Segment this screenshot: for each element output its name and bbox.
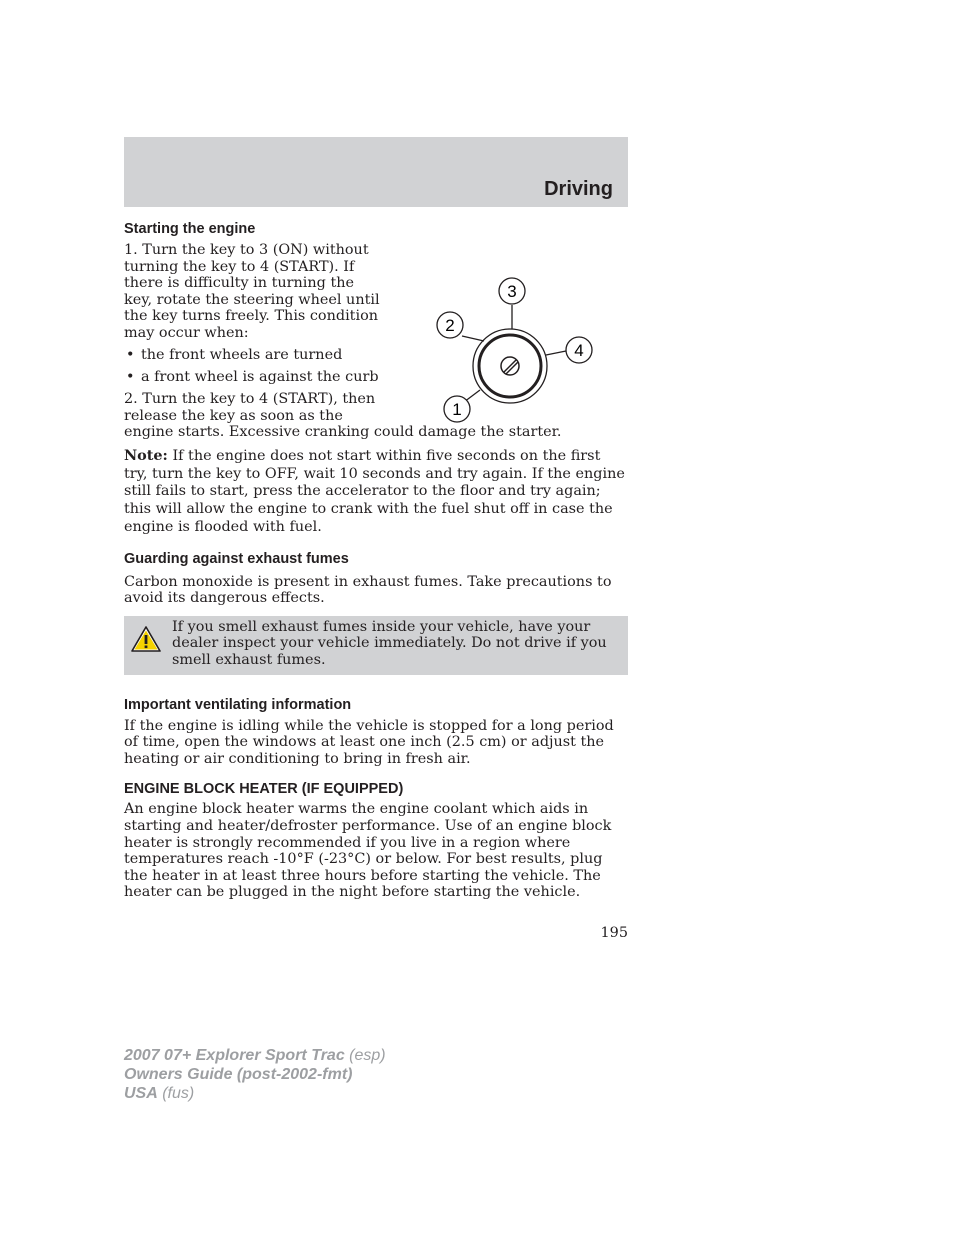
step-2-line1: 2. Turn the key to 4 (START), then release the key as soon as the [124, 390, 376, 424]
svg-text:3: 3 [507, 282, 517, 301]
warning-triangle-icon [130, 625, 162, 653]
list-item: • a front wheel is against the curb [126, 368, 379, 385]
footer-line-1: 2007 07+ Explorer Sport Trac (esp) [124, 1047, 386, 1064]
starting-left-column [124, 242, 386, 424]
note-text: If the engine does not start within five seconds on the first try, turn the key to OFF, wait 10 seconds and try again. If the engine still fails to start, press the accelerator to the floor and try again; this will allow the engine to crank with the fuel shut off in case the engine is flooded with fuel. [124, 447, 625, 535]
document-footer [124, 1046, 386, 1103]
page-number: 195 [600, 925, 628, 941]
heading-block-heater: ENGINE BLOCK HEATER (IF EQUIPPED) [124, 781, 404, 798]
position-4-label [566, 337, 592, 363]
svg-text:1: 1 [452, 400, 462, 419]
condition-list [124, 347, 386, 386]
note-paragraph [124, 447, 628, 537]
page-content [124, 219, 628, 901]
step-2-line2: engine starts. Excessive cranking could damage the starter. [124, 424, 562, 441]
bullet-icon: • [126, 368, 135, 385]
footer-line-2: Owners Guide (post-2002-fmt) [124, 1066, 353, 1083]
exhaust-text: Carbon monoxide is present in exhaust fumes. Take precautions to avoid its dangerous effects. [124, 573, 612, 607]
footer-line-3: USA (fus) [124, 1085, 195, 1102]
ignition-cylinder-icon [473, 329, 547, 403]
ignition-positions-diagram [424, 266, 604, 426]
position-3-label [499, 278, 525, 304]
ventilating-text: If the engine is idling while the vehicle is stopped for a long period of time, open the windows at least one inch (2.5 cm) or adjust the heating or air conditioning to bring in fresh air. [124, 717, 614, 767]
heading-exhaust-fumes: Guarding against exhaust fumes [124, 550, 349, 567]
section-header-band [124, 137, 628, 207]
svg-text:2: 2 [445, 316, 455, 335]
list-item: • the front wheels are turned [126, 346, 343, 363]
heading-starting-engine: Starting the engine [124, 221, 256, 237]
warning-box [124, 616, 628, 675]
step-1-text: 1. Turn the key to 3 (ON) without turning the key to 4 (START). If there is difficulty in turning the key, rotate the steering wheel until the key turns freely. This condition may occur when: [124, 242, 380, 341]
note-label: Note: [124, 446, 168, 464]
section-title: Driving [544, 178, 613, 200]
svg-text:4: 4 [574, 341, 584, 360]
position-2-label [437, 312, 463, 338]
starting-intro [124, 242, 628, 424]
block-heater-text: An engine block heater warms the engine coolant which aids in starting and heater/defroster performance. Use of an engine block heater is strongly recommended if you live in a region where temperatures reach -10°F (-23°C) or below. For best results, plug the heater in at least three hours before starting the vehicle. The heater can be plugged in the night before starting the vehicle. [124, 801, 612, 901]
heading-ventilating: Important ventilating information [124, 696, 352, 713]
position-1-label [444, 396, 470, 422]
warning-text: If you smell exhaust fumes inside your vehicle, have your dealer inspect your vehicle immediately. Do not drive if you smell exhaust fumes. [172, 618, 607, 669]
bullet-icon: • [126, 346, 135, 363]
